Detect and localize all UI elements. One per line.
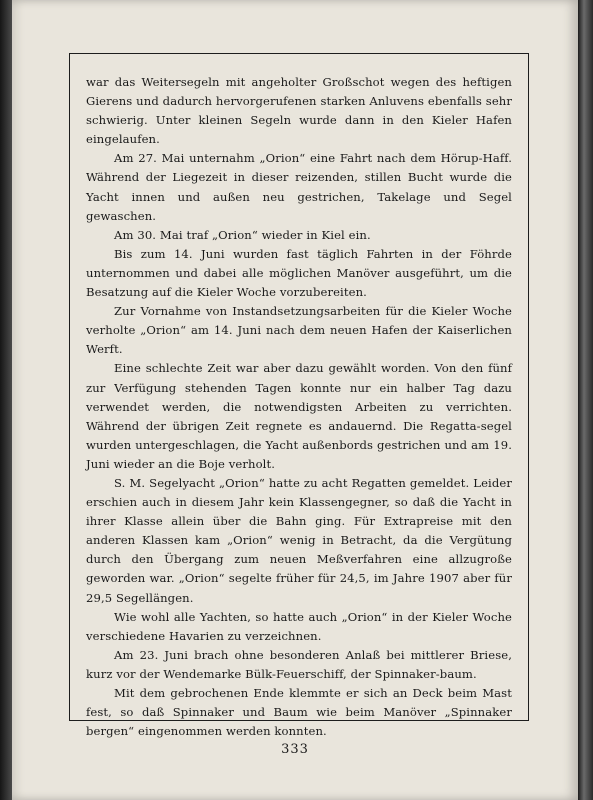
paragraph: Mit dem gebrochenen Ende klemmte er sich an Deck beim Mast fest, so daß Spinnaker und Baum wie beim Manöver „Spinnaker bergen“ eingenommen werden konnten.: [86, 686, 512, 739]
paragraph: war das Weitersegeln mit angeholter Großschot wegen des heftigen Gierens und dadurch hervorgerufenen starken Anluvens ebenfalls sehr schwierig. Unter kleinen Segeln wurde dann in den Kieler Hafen eingelaufen.: [86, 75, 512, 147]
paragraph: Am 23. Juni brach ohne besonderen Anlaß bei mittlerer Briese, kurz vor der Wendemarke Bülk-Feuerschiff, der Spinnaker-baum.: [86, 647, 512, 681]
paragraph: Wie wohl alle Yachten, so hatte auch „Orion“ in der Kieler Woche verschiedene Havarien zu verzeichnen.: [86, 609, 512, 643]
paragraph: Am 27. Mai unternahm „Orion“ eine Fahrt nach dem Hörup-Haff. Während der Liegezeit in dieser reizenden, stillen Bucht wurde die Yacht innen und außen neu gestrichen, Takelage und Segel gewaschen.: [86, 151, 512, 223]
paragraph: Am 30. Mai traf „Orion“ wieder in Kiel ein.: [114, 227, 371, 242]
book-edge-shadow: [578, 0, 593, 800]
book-page: [12, 0, 578, 800]
paragraph: Bis zum 14. Juni wurden fast täglich Fahrten in der Föhrde unternommen und dabei alle möglichen Manöver ausgeführt, um die Besatzung auf die Kieler Woche vorzubereiten.: [86, 246, 512, 300]
paragraph: S. M. Segelyacht „Orion“ hatte zu acht Regatten gemeldet. Leider erschien auch in diesem Jahr kein Klassengegner, so daß die Yacht in ihrer Klasse allein über die Bahn ging. Für Extrapreise mit den anderen Klassen kam „Orion“ wenig in Betracht, da die Vergütung durch den Übergang zum neuen Meßverfahren eine allzugroße geworden war. „Orion“ segelte früher für 24,5, im Jahre 1907 aber für 29,5 Segellängen.: [86, 475, 512, 605]
paragraph: Eine schlechte Zeit war aber dazu gewählt worden. Von den fünf zur Verfügung stehenden Tagen konnte nur ein halber Tag dazu verwendet werden, die notwendigsten Arbeiten zu verrichten. Während der übrigen Zeit regnete es andauernd. Die Regatta-segel wurden untergeschlagen, die Yacht außenbords gestrichen und am 19. Juni wieder an die Boje verholt.: [86, 361, 512, 471]
paragraph: Zur Vornahme von Instandsetzungsarbeiten für die Kieler Woche verholte „Orion“ am 14. Juni nach dem neuen Hafen der Kaiserlichen Werft.: [86, 304, 512, 357]
page-number: 333: [281, 742, 309, 757]
body-text: [86, 73, 512, 741]
book-gutter-shadow: [0, 0, 12, 800]
